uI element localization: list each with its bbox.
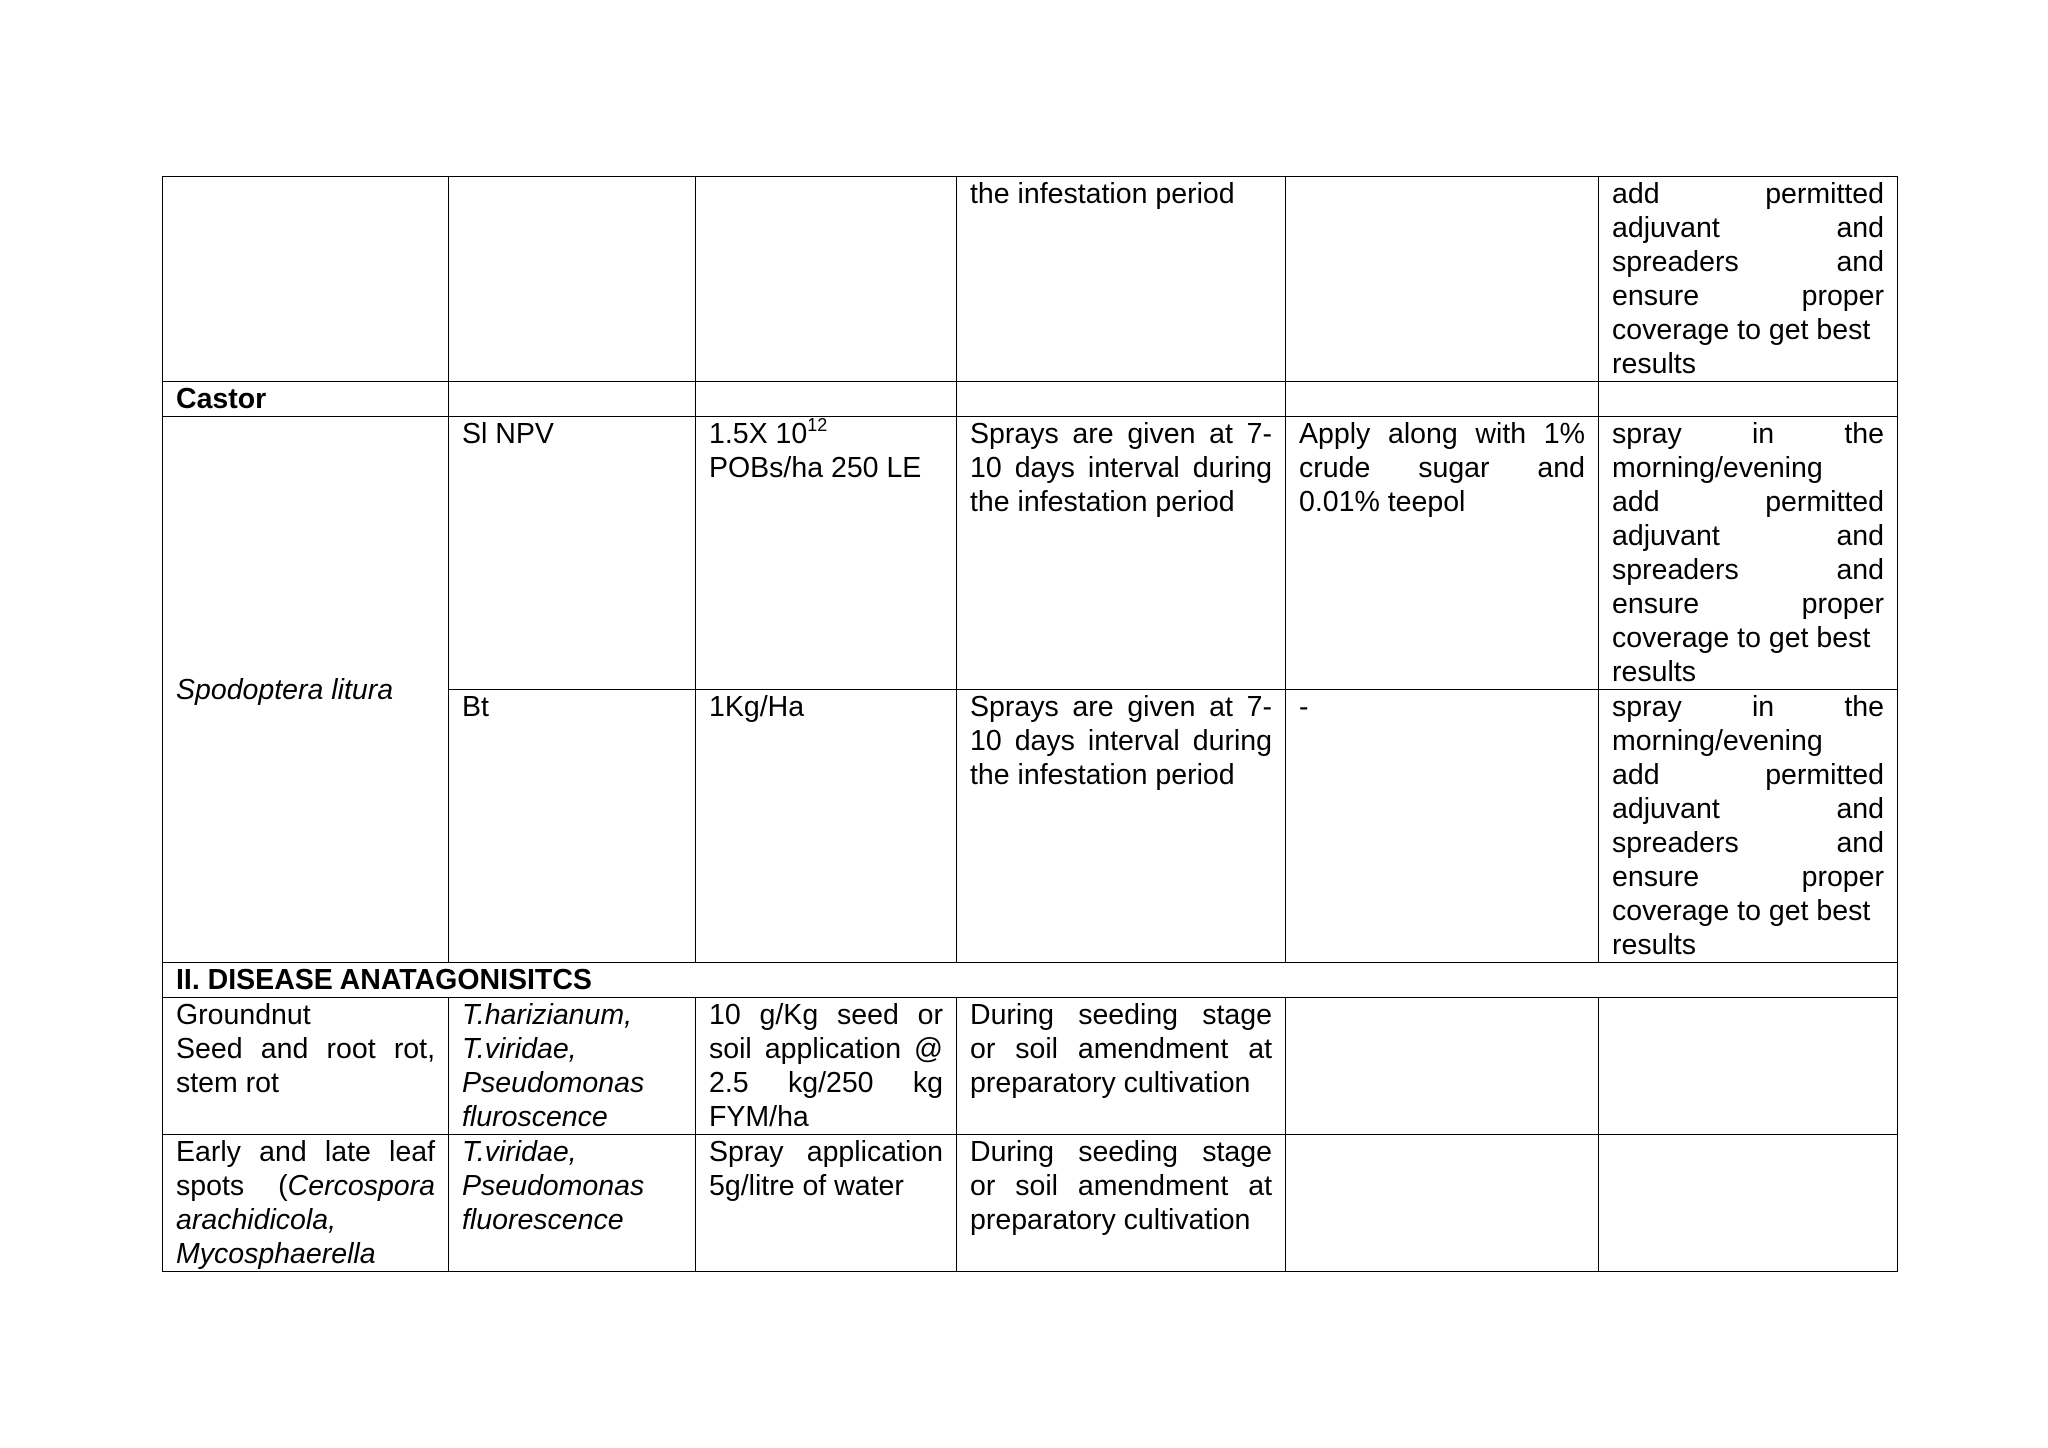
cell-empty	[696, 382, 957, 417]
disease-leafspot: Early and late leaf spots (Cercospora arachidicola, Mycosphaerella	[163, 1135, 449, 1272]
agents-leafspot: T.viridae, Pseudomonas fluorescence	[449, 1135, 696, 1272]
dose-leafspot: Spray application 5g/litre of water	[696, 1135, 957, 1272]
cell-empty	[1286, 998, 1599, 1135]
table-row-groundnut	[163, 998, 1898, 1135]
notes-slnpv: spray in the morning/evening add permitted adjuvant and spreaders and ensure proper coverage to get best results	[1599, 417, 1898, 690]
cell-empty	[1599, 1135, 1898, 1272]
cell-empty	[696, 177, 957, 382]
table-row-crop	[163, 382, 1898, 417]
timing-slnpv: Sprays are given at 7-10 days interval during the infestation period	[957, 417, 1286, 690]
table-row-leafspot	[163, 1135, 1898, 1272]
agents-groundnut: T.harizianum, T.viridae, Pseudomonas fluroscence	[449, 998, 696, 1135]
cell-empty	[1286, 177, 1599, 382]
table-row-continuation	[163, 177, 1898, 382]
agent-bt: Bt	[449, 690, 696, 963]
cell-empty	[163, 177, 449, 382]
section-heading: II. DISEASE ANATAGONISITCS	[163, 963, 1898, 998]
dose-groundnut: 10 g/Kg seed or soil application @ 2.5 kg/250 kg FYM/ha	[696, 998, 957, 1135]
timing-leafspot: During seeding stage or soil amendment at preparatory cultivation	[957, 1135, 1286, 1272]
cell-empty	[1599, 998, 1898, 1135]
cell-empty	[1286, 1135, 1599, 1272]
dose-bt: 1Kg/Ha	[696, 690, 957, 963]
cell-empty	[1599, 382, 1898, 417]
crop-disease-groundnut: Groundnut Seed and root rot, stem rot	[163, 998, 449, 1135]
timing-bt: Sprays are given at 7-10 days interval during the infestation period	[957, 690, 1286, 963]
cell-empty	[449, 177, 696, 382]
dose-slnpv: 1.5X $10^{12}$ POBs/ha 250 LE	[696, 417, 957, 690]
biocontrol-table	[162, 176, 1898, 1272]
table-row-slnpv	[163, 417, 1898, 690]
cell-timing: the infestation period	[957, 177, 1286, 382]
crop-label: Castor	[163, 382, 449, 417]
application-slnpv: Apply along with 1% crude sugar and 0.01% teepol	[1286, 417, 1599, 690]
pest-name: Spodoptera litura	[163, 417, 449, 963]
notes-bt: spray in the morning/evening add permitted adjuvant and spreaders and ensure proper coverage to get best results	[1599, 690, 1898, 963]
table-row-section	[163, 963, 1898, 998]
cell-empty	[1286, 382, 1599, 417]
application-bt: -	[1286, 690, 1599, 963]
cell-empty	[449, 382, 696, 417]
timing-groundnut: During seeding stage or soil amendment at preparatory cultivation	[957, 998, 1286, 1135]
agent-slnpv: Sl NPV	[449, 417, 696, 690]
cell-notes: add permitted adjuvant and spreaders and ensure proper coverage to get best results	[1599, 177, 1898, 382]
cell-empty	[957, 382, 1286, 417]
